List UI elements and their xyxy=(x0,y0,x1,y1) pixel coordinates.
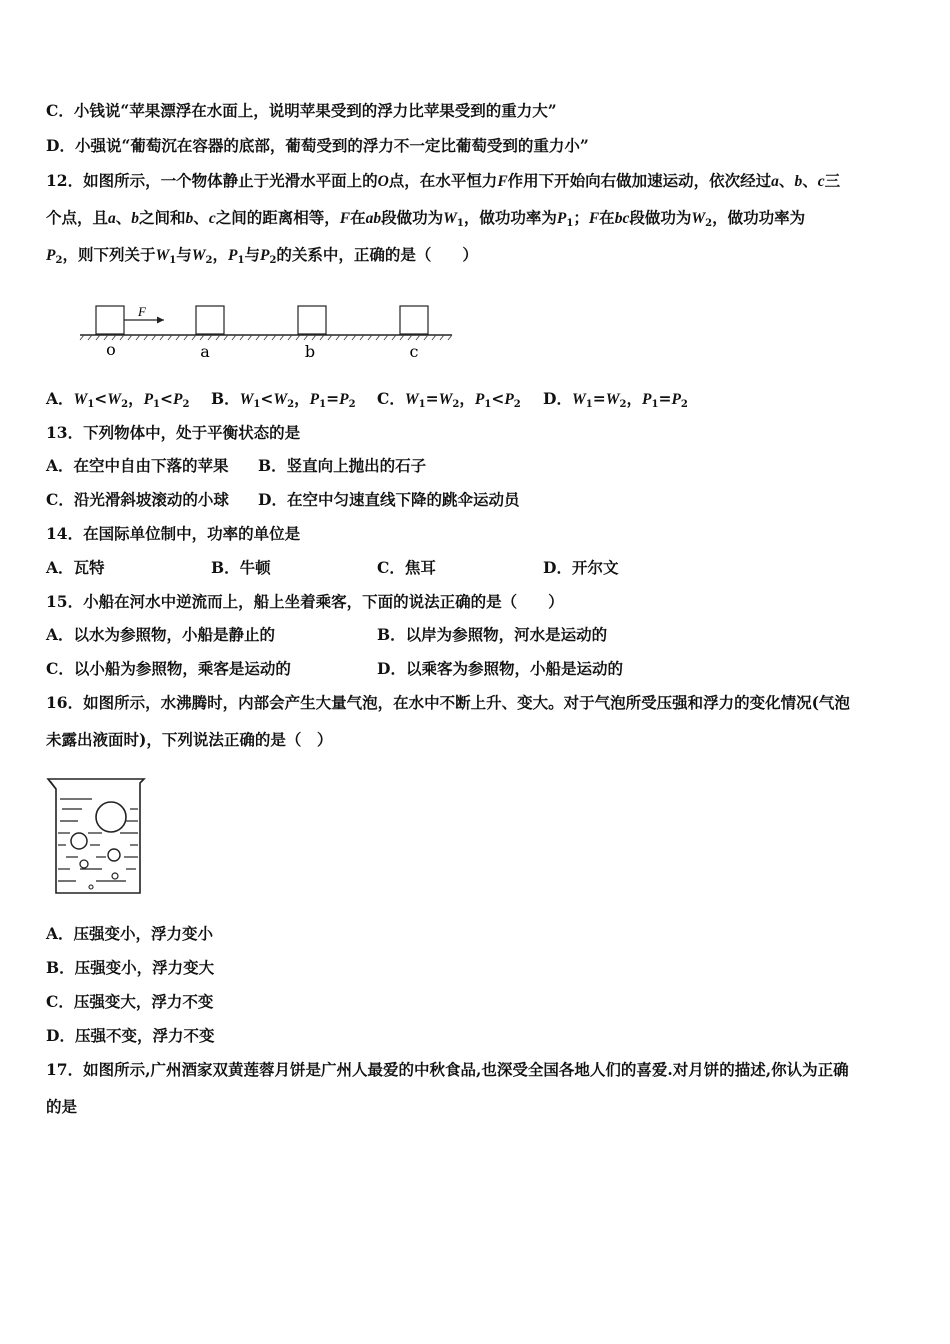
force-symbol: F xyxy=(497,173,508,190)
q12-stem-line3 xyxy=(46,245,478,266)
option-label: D． xyxy=(543,389,572,408)
point-label-c: c xyxy=(409,342,419,361)
relation: < xyxy=(94,389,108,408)
q12-text: 段做功为 xyxy=(629,208,692,227)
force-arrowhead xyxy=(157,317,164,324)
relation: < xyxy=(160,389,174,408)
large-bubble xyxy=(96,802,126,832)
power-symbol: P xyxy=(228,247,238,264)
relation: = xyxy=(658,389,672,408)
q12-text: 个点，且 xyxy=(46,208,109,227)
subscript: 1 xyxy=(153,399,161,410)
q13-stem: 13．下列物体中，处于平衡状态的是 xyxy=(46,423,301,442)
work-symbol: W xyxy=(605,391,620,408)
q17-stem-line1: 17．如图所示,广州酒家双黄莲蓉月饼是广州人最爱的中秋食品,也深受全国各地人们的喜爱.对月饼的描述,你认为正确 xyxy=(46,1060,849,1079)
subscript: 1 xyxy=(651,399,659,410)
beaker-outline xyxy=(48,779,144,893)
subscript: 1 xyxy=(585,399,593,410)
option-label: B． xyxy=(211,389,240,408)
q12-figure xyxy=(78,300,458,362)
force-symbol: F xyxy=(339,210,351,227)
work-symbol: W xyxy=(443,210,457,227)
segment-ab-symbol: ab xyxy=(365,210,382,227)
q12-text: 在 xyxy=(599,208,615,227)
subscript: 2 xyxy=(619,399,627,410)
q16-option-b: B．压强变小，浮力变大 xyxy=(46,958,215,977)
option-label: A． xyxy=(46,389,74,408)
work-symbol: W xyxy=(155,247,170,264)
work-symbol: W xyxy=(571,391,586,408)
q12-text: 作用下开始向右做加速运动，依次经过 xyxy=(507,171,772,190)
q12-stem-line2 xyxy=(46,208,805,229)
power-symbol: P xyxy=(504,391,514,408)
block-at-c xyxy=(400,306,428,334)
q13-option-c: C．沿光滑斜坡滚动的小球 xyxy=(46,490,229,509)
medium-bubble xyxy=(108,849,120,861)
power-symbol: P xyxy=(642,391,652,408)
relation: < xyxy=(491,389,505,408)
q12-text: 与 xyxy=(176,245,192,264)
power-symbol: P xyxy=(556,210,567,227)
block-at-o xyxy=(96,306,124,334)
q11-option-d: D．小强说“葡萄沉在容器的底部，葡萄受到的浮力不一定比葡萄受到的重力小” xyxy=(46,136,589,155)
work-symbol: W xyxy=(239,391,254,408)
work-symbol: W xyxy=(273,391,288,408)
subscript: 2 xyxy=(513,399,521,410)
q12-text: 点，在水平恒力 xyxy=(388,171,498,190)
segment-bc-symbol: bc xyxy=(614,210,630,227)
small-bubble xyxy=(80,860,88,868)
work-symbol: W xyxy=(191,247,206,264)
separator: 、 xyxy=(115,208,132,227)
separator: 、 xyxy=(778,171,795,190)
separator: ， xyxy=(626,389,642,408)
separator: ， xyxy=(128,389,144,408)
beaker-spout xyxy=(50,781,56,789)
q12-option-c xyxy=(377,389,521,410)
point-label-o: o xyxy=(106,340,116,359)
ground-hatching xyxy=(80,335,452,340)
q14-option-c: C．焦耳 xyxy=(377,558,436,577)
q15-option-a: A．以水为参照物，小船是静止的 xyxy=(46,625,276,644)
q12-text: 段做功为 xyxy=(381,208,444,227)
tiny-bubble xyxy=(89,885,93,889)
q14-option-d: D．开尔文 xyxy=(543,558,619,577)
power-symbol: P xyxy=(143,391,154,408)
q13-option-b: B．竖直向上抛出的石子 xyxy=(258,456,427,475)
q12-option-b xyxy=(211,389,356,410)
q14-stem: 14．在国际单位制中，功率的单位是 xyxy=(46,524,301,543)
subscript: 1 xyxy=(253,399,261,410)
power-symbol: P xyxy=(46,247,56,264)
power-symbol: P xyxy=(259,247,270,264)
q13-option-d: D．在空中匀速直线下降的跳伞运动员 xyxy=(258,490,520,509)
q12-number: 12． xyxy=(46,171,84,190)
q16-option-d: D．压强不变，浮力不变 xyxy=(46,1026,215,1045)
point-a-symbol: a xyxy=(108,210,116,227)
separator: ， xyxy=(294,389,310,408)
power-symbol: P xyxy=(173,391,183,408)
work-symbol: W xyxy=(438,391,453,408)
point-c-symbol: c xyxy=(817,173,825,190)
q12-text: 三 xyxy=(824,171,841,190)
point-b-symbol: b xyxy=(185,210,194,227)
q16-stem-line2: 未露出液面时)，下列说法正确的是（ ） xyxy=(46,730,333,749)
subscript: 2 xyxy=(182,399,190,410)
medium-bubble xyxy=(71,833,87,849)
q13-option-a: A．在空中自由下落的苹果 xyxy=(46,456,229,475)
relation: < xyxy=(260,389,274,408)
point-o-symbol: O xyxy=(377,173,389,190)
q12-text: ，则下列关于 xyxy=(62,245,156,264)
q12-text: 的关系中，正确的是（ ） xyxy=(276,245,478,264)
separator: 、 xyxy=(193,208,209,227)
q12-text: ，做功功率为 xyxy=(712,208,806,227)
separator: ， xyxy=(212,245,229,264)
force-label: F xyxy=(138,304,146,319)
subscript: 1 xyxy=(418,399,426,410)
block-at-a xyxy=(196,306,224,334)
subscript: 1 xyxy=(319,399,327,410)
point-label-b: b xyxy=(304,342,316,361)
work-symbol: W xyxy=(691,210,706,227)
power-symbol: P xyxy=(339,391,349,408)
q14-option-b: B．牛顿 xyxy=(211,558,271,577)
subscript: 2 xyxy=(348,399,356,410)
subscript: 2 xyxy=(680,399,688,410)
subscript: 1 xyxy=(169,255,177,266)
point-c-symbol: c xyxy=(208,210,216,227)
q16-option-a: A．压强变小，浮力变小 xyxy=(46,924,214,943)
subscript: 1 xyxy=(456,218,464,229)
point-a-symbol: a xyxy=(771,173,779,190)
point-label-a: a xyxy=(200,342,210,361)
q15-option-c: C．以小船为参照物，乘客是运动的 xyxy=(46,659,291,678)
q16-stem-line1: 16．如图所示，水沸腾时，内部会产生大量气泡，在水中不断上升、变大。对于气泡所受压强和浮力的变化情况(气泡 xyxy=(46,693,850,712)
power-symbol: P xyxy=(474,391,485,408)
point-b-symbol: b xyxy=(794,173,803,190)
q15-option-b: B．以岸为参照物，河水是运动的 xyxy=(377,625,608,644)
subscript: 1 xyxy=(87,399,95,410)
relation: = xyxy=(592,389,606,408)
q16-beaker-figure xyxy=(44,775,148,899)
q12-text: ，做功功率为 xyxy=(463,208,557,227)
q11-option-c: C．小钱说“苹果漂浮在水面上，说明苹果受到的浮力比苹果受到的重力大” xyxy=(46,101,557,120)
separator: ； xyxy=(573,208,589,227)
subscript: 2 xyxy=(705,218,713,229)
work-symbol: W xyxy=(107,391,122,408)
subscript: 1 xyxy=(237,255,245,266)
subscript: 2 xyxy=(121,399,129,410)
subscript: 2 xyxy=(287,399,295,410)
q15-option-d: D．以乘客为参照物，小船是运动的 xyxy=(377,659,623,678)
subscript: 2 xyxy=(452,399,460,410)
subscript: 2 xyxy=(269,255,277,266)
q12-text: 与 xyxy=(244,245,260,264)
work-symbol: W xyxy=(404,391,419,408)
power-symbol: P xyxy=(309,391,320,408)
subscript: 2 xyxy=(55,255,63,266)
relation: = xyxy=(326,389,340,408)
q12-text: 在 xyxy=(350,208,366,227)
q12-text: 之间的距离相等， xyxy=(215,208,340,227)
work-symbol: W xyxy=(73,391,88,408)
q12-stem-line1 xyxy=(46,171,840,192)
q12-option-d xyxy=(543,389,688,410)
q16-option-c: C．压强变大，浮力不变 xyxy=(46,992,214,1011)
option-label: C． xyxy=(377,389,405,408)
q12-option-a xyxy=(46,389,189,410)
point-b-symbol: b xyxy=(131,210,140,227)
q15-stem: 15．小船在河水中逆流而上，船上坐着乘客，下面的说法正确的是（ ） xyxy=(46,592,564,611)
subscript: 1 xyxy=(566,218,574,229)
small-bubble xyxy=(112,873,118,879)
q12-text: 如图所示，一个物体静止于光滑水平面上的 xyxy=(83,171,378,190)
subscript: 2 xyxy=(205,255,213,266)
power-symbol: P xyxy=(671,391,681,408)
subscript: 1 xyxy=(484,399,492,410)
q14-option-a: A．瓦特 xyxy=(46,558,105,577)
q17-stem-line2: 的是 xyxy=(46,1097,78,1116)
separator: 、 xyxy=(802,171,818,190)
relation: = xyxy=(425,389,439,408)
block-at-b xyxy=(298,306,326,334)
separator: ， xyxy=(459,389,475,408)
force-symbol: F xyxy=(588,210,600,227)
q12-text: 之间和 xyxy=(139,208,186,227)
